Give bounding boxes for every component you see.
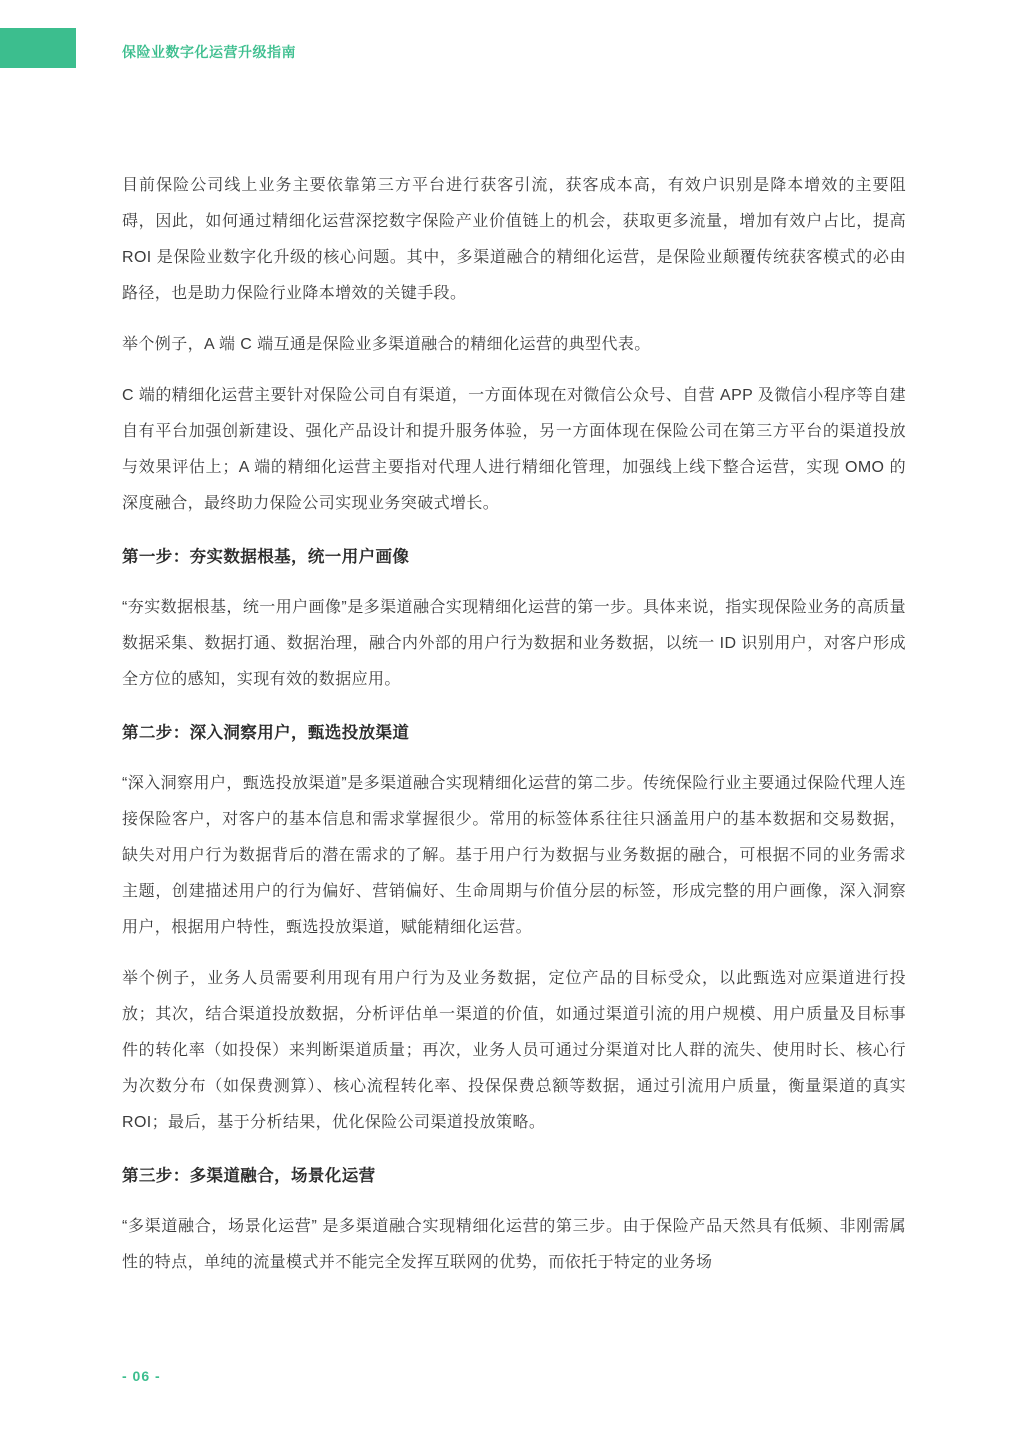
section-heading: 第二步：深入洞察用户，甄选投放渠道 [122, 724, 410, 742]
document-body [122, 168, 906, 1296]
paragraph: “夯实数据根基，统一用户画像”是多渠道融合实现精细化运营的第一步。具体来说，指实现保险业务的高质量数据采集、数据打通、数据治理，融合内外部的用户行为数据和业务数据，以统一 ID 识别用户，对客户形成全方位的感知，实现有效的数据应用。 [122, 599, 906, 688]
page-number: - 06 - [122, 1368, 161, 1384]
paragraph: C 端的精细化运营主要针对保险公司自有渠道，一方面体现在对微信公众号、自营 APP 及微信小程序等自建自有平台加强创新建设、强化产品设计和提升服务体验，另一方面体现在保险公司在第三方平台的渠道投放与效果评估上；A 端的精细化运营主要指对代理人进行精细化管理，加强线上线下整合运营，实现 OMO 的深度融合，最终助力保险公司实现业务突破式增长。 [122, 387, 906, 512]
paragraph: “深入洞察用户，甄选投放渠道”是多渠道融合实现精细化运营的第二步。传统保险行业主要通过保险代理人连接保险客户，对客户的基本信息和需求掌握很少。常用的标签体系往往只涵盖用户的基本数据和交易数据，缺失对用户行为数据背后的潜在需求的了解。基于用户行为数据与业务数据的融合，可根据不同的业务需求主题，创建描述用户的行为偏好、营销偏好、生命周期与价值分层的标签，形成完整的用户画像，深入洞察用户，根据用户特性，甄选投放渠道，赋能精细化运营。 [122, 775, 906, 936]
paragraph: 举个例子，A 端 C 端互通是保险业多渠道融合的精细化运营的典型代表。 [122, 336, 651, 353]
section-heading: 第一步：夯实数据根基，统一用户画像 [122, 548, 410, 566]
paragraph: 举个例子，业务人员需要利用现有用户行为及业务数据，定位产品的目标受众，以此甄选对应渠道进行投放；其次，结合渠道投放数据，分析评估单一渠道的价值，如通过渠道引流的用户规模、用户质量及目标事件的转化率（如投保）来判断渠道质量；再次，业务人员可通过分渠道对比人群的流失、使用时长、核心行为次数分布（如保费测算）、核心流程转化率、投保保费总额等数据，通过引流用户质量，衡量渠道的真实 ROI；最后，基于分析结果，优化保险公司渠道投放策略。 [122, 970, 906, 1131]
header-accent-bar [0, 28, 76, 68]
document-header-title: 保险业数字化运营升级指南 [122, 44, 296, 60]
section-heading: 第三步：多渠道融合，场景化运营 [122, 1167, 376, 1185]
paragraph: “多渠道融合，场景化运营” 是多渠道融合实现精细化运营的第三步。由于保险产品天然具有低频、非刚需属性的特点，单纯的流量模式并不能完全发挥互联网的优势，而依托于特定的业务场 [122, 1218, 906, 1271]
paragraph: 目前保险公司线上业务主要依靠第三方平台进行获客引流，获客成本高，有效户识别是降本增效的主要阻碍，因此，如何通过精细化运营深挖数字保险产业价值链上的机会，获取更多流量，增加有效户占比，提高 ROI 是保险业数字化升级的核心问题。其中，多渠道融合的精细化运营，是保险业颠覆传统获客模式的必由路径，也是助力保险行业降本增效的关键手段。 [122, 177, 906, 302]
